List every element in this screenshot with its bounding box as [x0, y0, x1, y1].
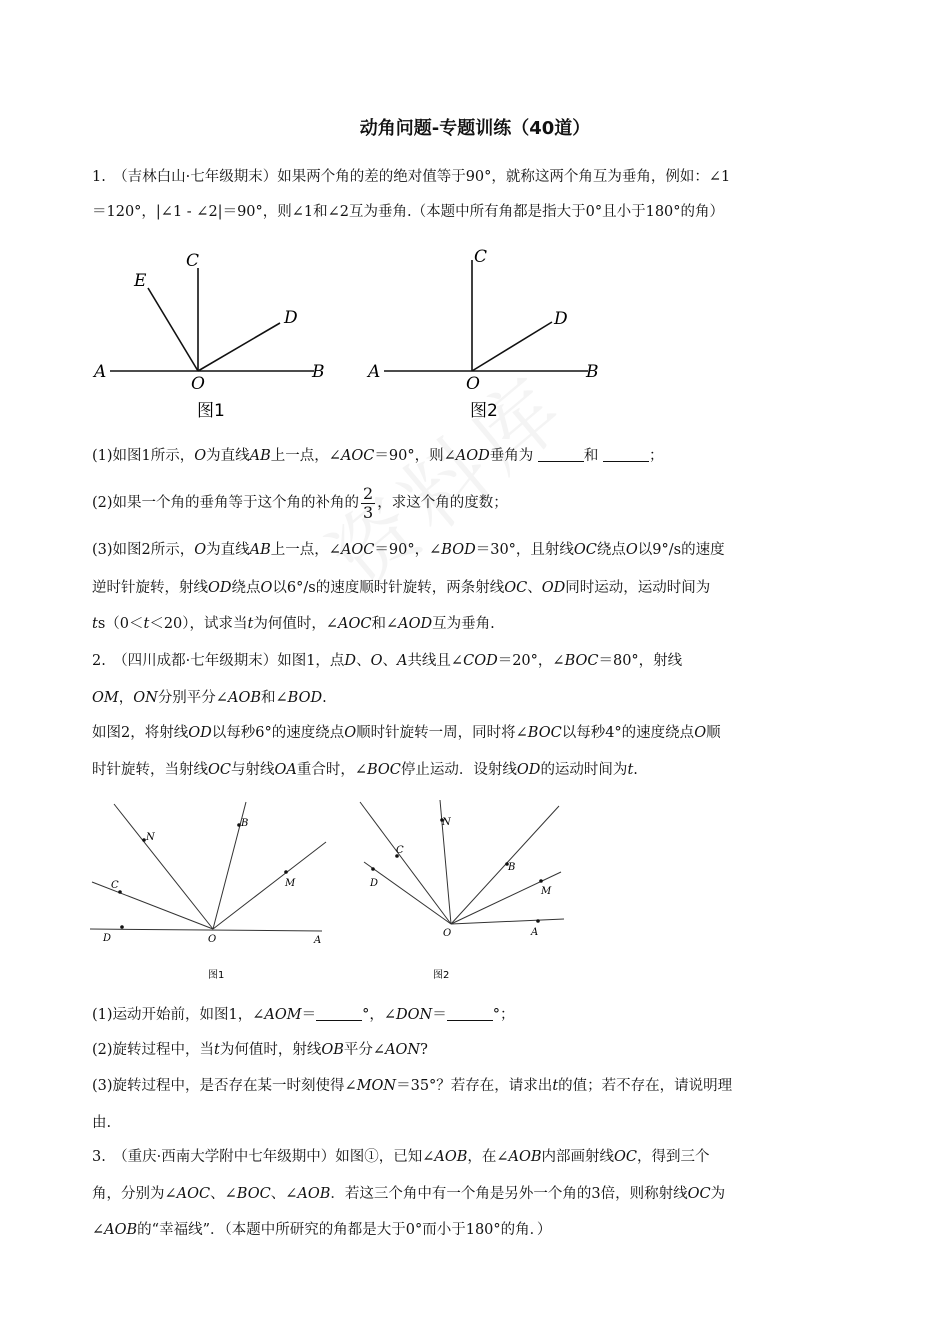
- fraction: $\frac{2}{3}$: [363, 483, 374, 522]
- q1f1-label-o: O: [191, 374, 205, 394]
- q1f2-label-c: C: [474, 247, 488, 267]
- answer-blank: [316, 1006, 362, 1021]
- q2f2-caption: 图2: [433, 970, 450, 981]
- q2f1-label-m: M: [285, 878, 296, 889]
- q1f1-label-c: C: [186, 251, 200, 271]
- q2f1-label-d: D: [103, 933, 112, 944]
- q3-line2: 角，分别为∠AOC、∠BOC、∠AOB．若这三个角中有一个角是另外一个角的3倍，则称射线OC为: [92, 1186, 726, 1202]
- q1-part3-line2: 逆时针旋转，射线OD绕点O以6°/s的速度顺时针旋转，两条射线OC、OD同时运动，运动时间为: [92, 580, 711, 596]
- q2f2-label-d: D: [370, 878, 379, 889]
- q2f2-label-c: C: [396, 845, 404, 856]
- q1f2-label-a: A: [368, 362, 381, 382]
- q2f1-label-c: C: [111, 880, 119, 891]
- q2f1-caption: 图1: [208, 970, 225, 981]
- q1f2-caption: 图2: [470, 401, 498, 421]
- q2-figure-1: [86, 798, 336, 988]
- q2-part3-cont: 由.: [92, 1115, 112, 1131]
- q2-line4: 时针旋转，当射线OC与射线OA重合时，∠BOC停止运动．设射线OD的运动时间为t.: [92, 762, 638, 778]
- q2f2-label-b: B: [508, 862, 516, 873]
- q1-part3-line3: ts（0＜t＜20），试求当t为何值时，∠AOC和∠AOD互为垂角.: [92, 616, 495, 632]
- q2f2-label-m: M: [541, 886, 552, 897]
- q2f1-label-a: A: [314, 935, 322, 946]
- q1f1-label-b: B: [312, 362, 325, 382]
- q1-line2: ＝120°，|∠1 - ∠2|＝90°，则∠1和∠2互为垂角.（本题中所有角都是指大于0°且小于180°的角）: [92, 204, 725, 220]
- q2-line1: 2. （四川成都·七年级期末）如图1，点D、O、A共线且∠COD＝20°，∠BOC＝80°，射线: [92, 653, 683, 669]
- q1f1-caption: 图1: [197, 401, 225, 421]
- q1f2-label-b: B: [586, 362, 599, 382]
- q2-part2: (2)旋转过程中，当t为何值时，射线OB平分∠AON?: [92, 1042, 428, 1058]
- q1f1-label-e: E: [134, 271, 147, 291]
- q1-line1: 1. （吉林白山·七年级期末）如果两个角的差的绝对值等于90°，就称这两个角互为垂角，例如：∠1: [92, 169, 731, 185]
- q3-line1: 3. （重庆·西南大学附中七年级期中）如图①，已知∠AOB，在∠AOB内部画射线OC，得到三个: [92, 1149, 710, 1165]
- answer-blank: [447, 1006, 493, 1021]
- q1-figure-2: [362, 240, 622, 425]
- q2-part3: (3)旋转过程中，是否存在某一时刻使得∠MON＝35°？若存在，请求出t的值；若不存在，请说明理: [92, 1078, 733, 1094]
- q1f1-label-d: D: [284, 308, 298, 328]
- q2-part1: (1)运动开始前，如图1，∠AOM＝ °，∠DON＝ °；: [92, 1007, 515, 1023]
- q1f2-label-o: O: [466, 374, 480, 394]
- q1-part2: (2)如果一个角的垂角等于这个角的补角的 $\frac{2}{3}$ ，求这个角的度数；: [92, 483, 508, 522]
- answer-blank: [603, 447, 649, 462]
- q3-line3: ∠AOB的“幸福线”．（本题中所研究的角都是大于0°而小于180°的角．）: [92, 1222, 552, 1238]
- q2-figure-2: [356, 798, 576, 988]
- q2f1-label-n: N: [146, 832, 155, 843]
- q1f1-label-a: A: [94, 362, 107, 382]
- q2f1-label-b: B: [241, 818, 249, 829]
- q2-line2: OM，ON分别平分∠AOB和∠BOD.: [92, 690, 327, 706]
- q2f2-label-n: N: [442, 817, 451, 828]
- page-title: 动角问题-专题训练（40道）: [359, 118, 591, 139]
- q2f2-label-a: A: [531, 927, 539, 938]
- q1-part3-line1: (3)如图2所示，O为直线AB上一点，∠AOC＝90°，∠BOD＝30°，且射线OC绕点O以9°/s的速度: [92, 542, 725, 558]
- q1f2-label-d: D: [554, 309, 568, 329]
- q2f2-label-o: O: [443, 928, 452, 939]
- q2f1-label-o: O: [208, 934, 217, 945]
- answer-blank: [538, 447, 584, 462]
- q1-figure-1: [88, 240, 348, 425]
- q2-line3: 如图2，将射线OD以每秒6°的速度绕点O顺时针旋转一周，同时将∠BOC以每秒4°的速度绕点O顺: [92, 725, 721, 741]
- q1-part1: (1)如图1所示，O为直线AB上一点，∠AOC＝90°，则∠AOD垂角为 和 ；: [92, 448, 664, 464]
